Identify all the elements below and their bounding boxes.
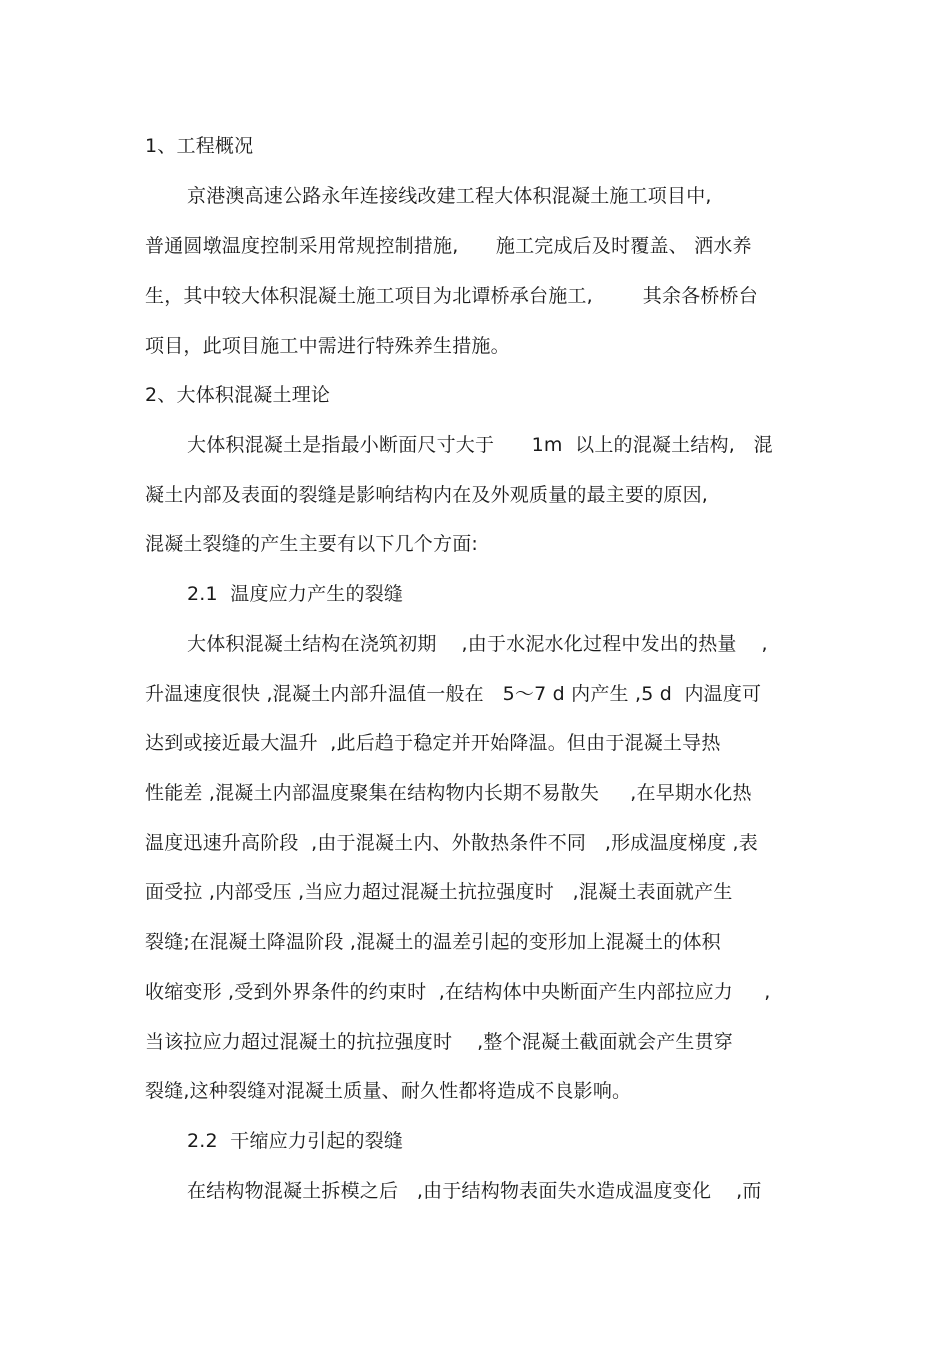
paragraph-line: 凝土内部及表面的裂缝是影响结构内在及外观质量的最主要的原因, <box>145 484 709 506</box>
paragraph-line: 升温速度很快 ,混凝土内部升温值一般在 5～7 d 内产生 ,5 d 内温度可 <box>145 683 762 705</box>
paragraph-line: 大体积混凝土结构在浇筑初期 ,由于水泥水化过程中发出的热量 , <box>187 633 768 655</box>
paragraph-line: 性能差 ,混凝土内部温度聚集在结构物内长期不易散失 ,在早期水化热 <box>145 782 752 804</box>
paragraph-line: 混凝土裂缝的产生主要有以下几个方面: <box>145 533 479 555</box>
paragraph-line: 在结构物混凝土拆模之后 ,由于结构物表面失水造成温度变化 ,而 <box>187 1180 762 1202</box>
subheading-2-1: 2.1 温度应力产生的裂缝 <box>187 583 404 605</box>
heading-2: 2、大体积混凝土理论 <box>145 384 331 406</box>
paragraph-line: 生，其中较大体积混凝土施工项目为北谭桥承台施工, 其余各桥桥台 <box>145 285 758 307</box>
paragraph-line: 裂缝;在混凝土降温阶段 ,混凝土的温差引起的变形加上混凝土的体积 <box>145 931 721 953</box>
paragraph-line: 面受拉 ,内部受压 ,当应力超过混凝土抗拉强度时 ,混凝土表面就产生 <box>145 881 733 903</box>
paragraph-line: 大体积混凝土是指最小断面尺寸大于 1m 以上的混凝土结构, 混 <box>187 434 773 456</box>
paragraph-line: 裂缝,这种裂缝对混凝土质量、耐久性都将造成不良影响。 <box>145 1080 632 1102</box>
paragraph-line: 当该拉应力超过混凝土的抗拉强度时 ,整个混凝土截面就会产生贯穿 <box>145 1031 733 1053</box>
paragraph-line: 项目，此项目施工中需进行特殊养生措施。 <box>145 335 510 357</box>
paragraph-line: 收缩变形 ,受到外界条件的约束时 ,在结构体中央断面产生内部拉应力 , <box>145 981 771 1003</box>
heading-1: 1、工程概况 <box>145 135 254 157</box>
paragraph-line: 京港澳高速公路永年连接线改建工程大体积混凝土施工项目中, <box>187 185 712 207</box>
paragraph-line: 温度迅速升高阶段 ,由于混凝土内、外散热条件不同 ,形成温度梯度 ,表 <box>145 832 758 854</box>
subheading-2-2: 2.2 干缩应力引起的裂缝 <box>187 1130 404 1152</box>
paragraph-line: 达到或接近最大温升 ,此后趋于稳定并开始降温。但由于混凝土导热 <box>145 732 721 754</box>
paragraph-line: 普通圆墩温度控制采用常规控制措施, 施工完成后及时覆盖、 洒水养 <box>145 235 752 257</box>
